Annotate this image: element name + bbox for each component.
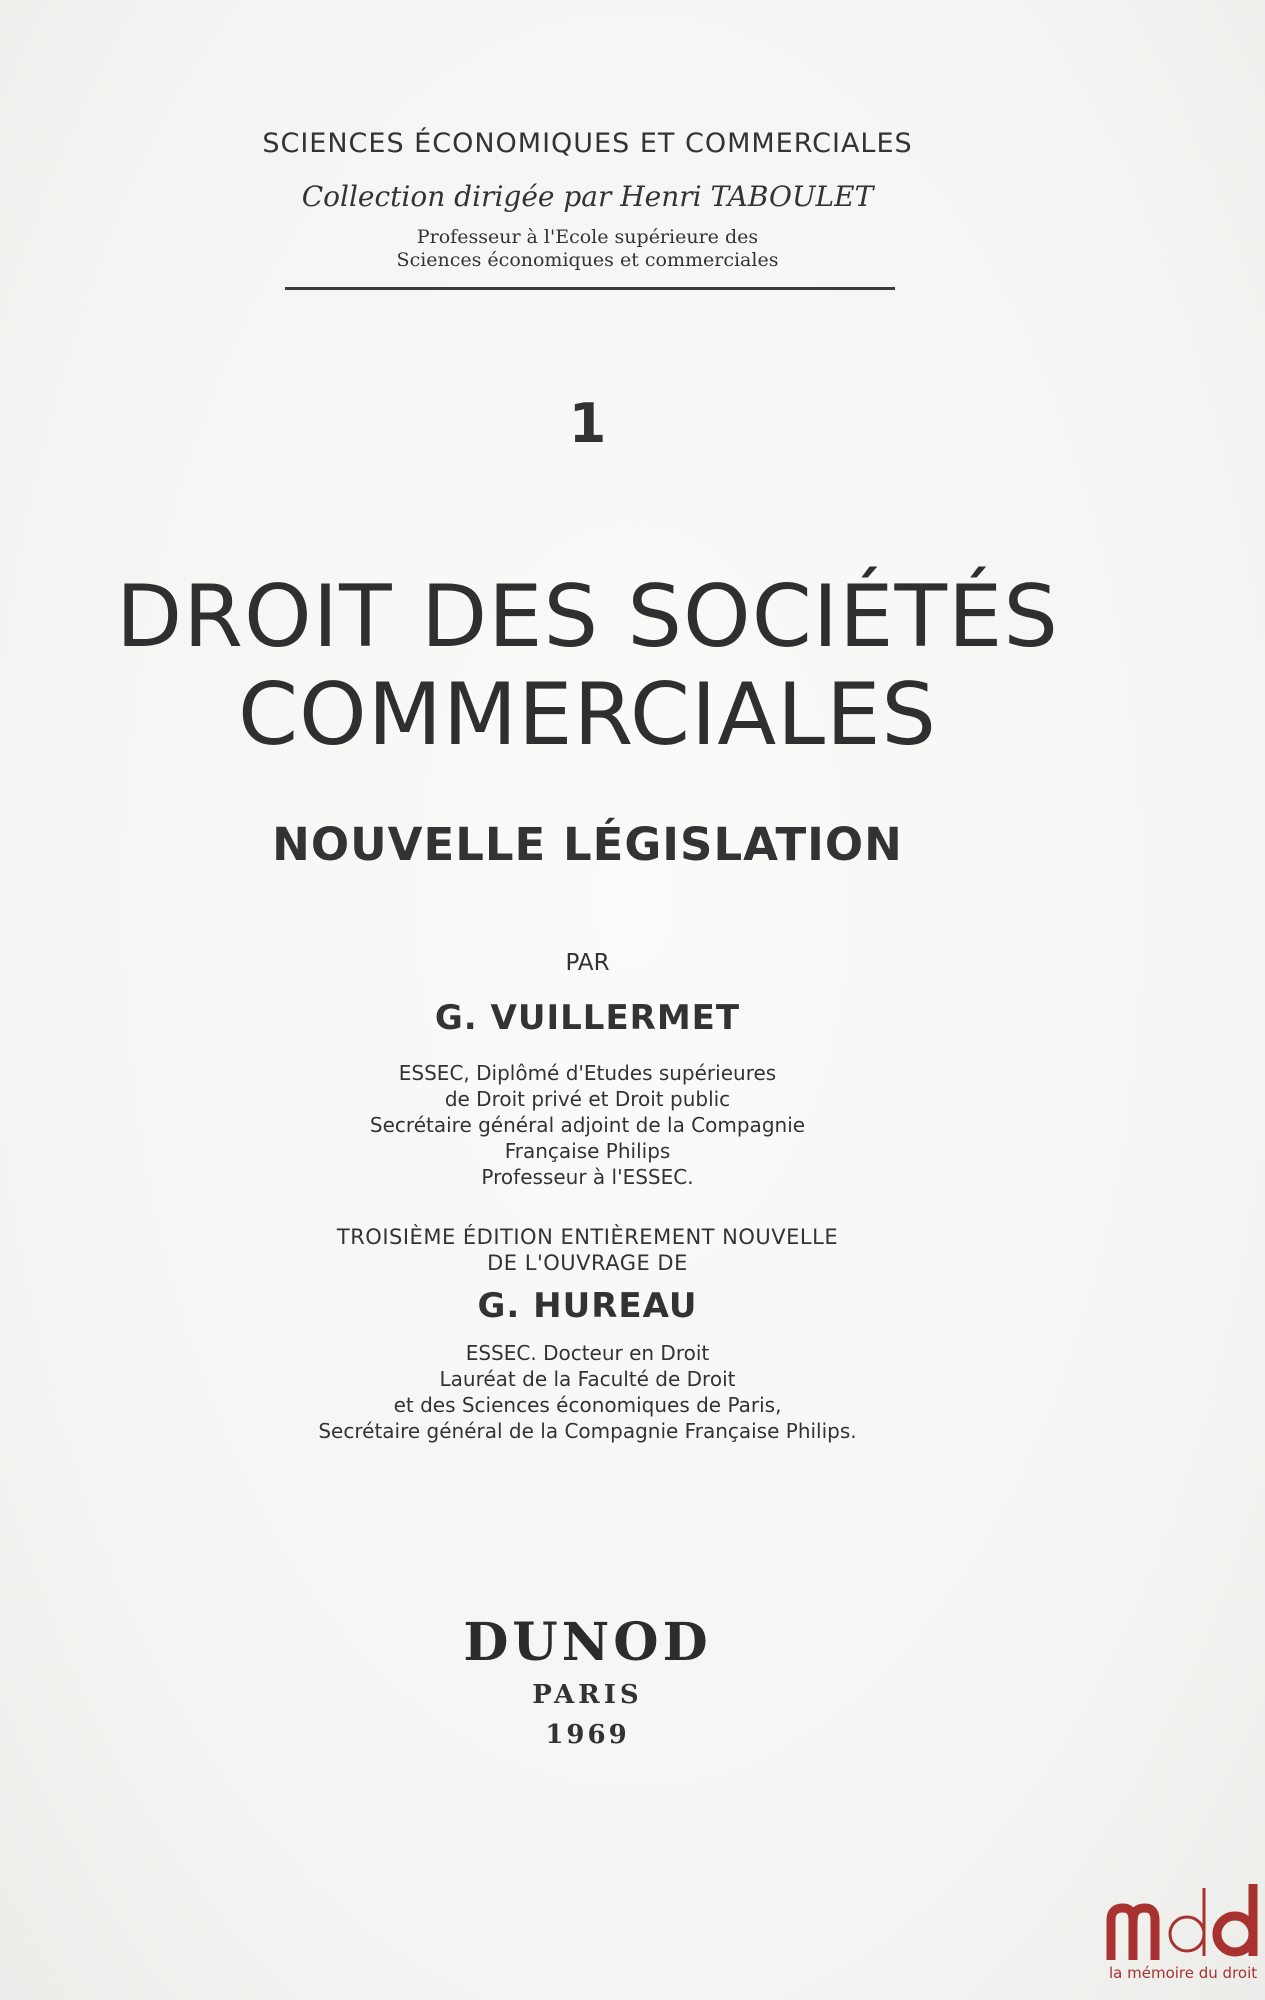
credential-line: Secrétaire général adjoint de la Compagnie <box>369 1113 806 1137</box>
collection-editor-role <box>0 226 1175 272</box>
credential-line: Lauréat de la Faculté de Droit <box>439 1367 736 1391</box>
credential-line: de Droit privé et Droit public <box>444 1087 731 1111</box>
watermark-tagline: la mémoire du droit <box>1109 1964 1258 1982</box>
role-line: Sciences économiques et commerciales <box>396 249 779 271</box>
credential-line: ESSEC, Diplômé d'Etudes supérieures <box>398 1061 777 1085</box>
credential-line: ESSEC. Docteur en Droit <box>465 1341 710 1365</box>
role-line: Professeur à l'Ecole supérieure des <box>416 226 759 248</box>
edition-statement <box>0 1224 1175 1276</box>
author-credentials <box>0 1060 1175 1190</box>
header-rule <box>285 287 895 290</box>
credential-line: Secrétaire général de la Compagnie Française Philips. <box>318 1419 857 1443</box>
credential-line: et des Sciences économiques de Paris, <box>393 1393 782 1417</box>
credential-line: Professeur à l'ESSEC. <box>481 1165 694 1189</box>
book-title <box>0 568 1175 764</box>
collection-editor: Collection dirigée par Henri TABOULET <box>301 180 874 213</box>
edition-line: DE L'OUVRAGE DE <box>487 1251 688 1275</box>
book-subtitle: NOUVELLE LÉGISLATION <box>272 818 903 871</box>
publisher-city: PARIS <box>532 1680 643 1710</box>
volume-number: 1 <box>568 392 607 455</box>
credential-line: Française Philips <box>504 1139 671 1163</box>
series-name: SCIENCES ÉCONOMIQUES ET COMMERCIALES <box>262 128 913 159</box>
publication-year: 1969 <box>545 1720 630 1750</box>
author-name: G. VUILLERMET <box>434 998 741 1038</box>
title-line: DROIT DES SOCIÉTÉS <box>116 567 1059 667</box>
original-author-credentials <box>0 1340 1175 1444</box>
by-label: PAR <box>565 950 610 976</box>
mdd-watermark <box>1105 1880 1265 1995</box>
edition-line: TROISIÈME ÉDITION ENTIÈREMENT NOUVELLE <box>336 1225 839 1249</box>
original-author-name: G. HUREAU <box>477 1286 698 1326</box>
publisher-name: DUNOD <box>463 1612 712 1673</box>
mdd-logo-icon <box>1105 1880 1265 1960</box>
title-line: COMMERCIALES <box>237 665 938 765</box>
